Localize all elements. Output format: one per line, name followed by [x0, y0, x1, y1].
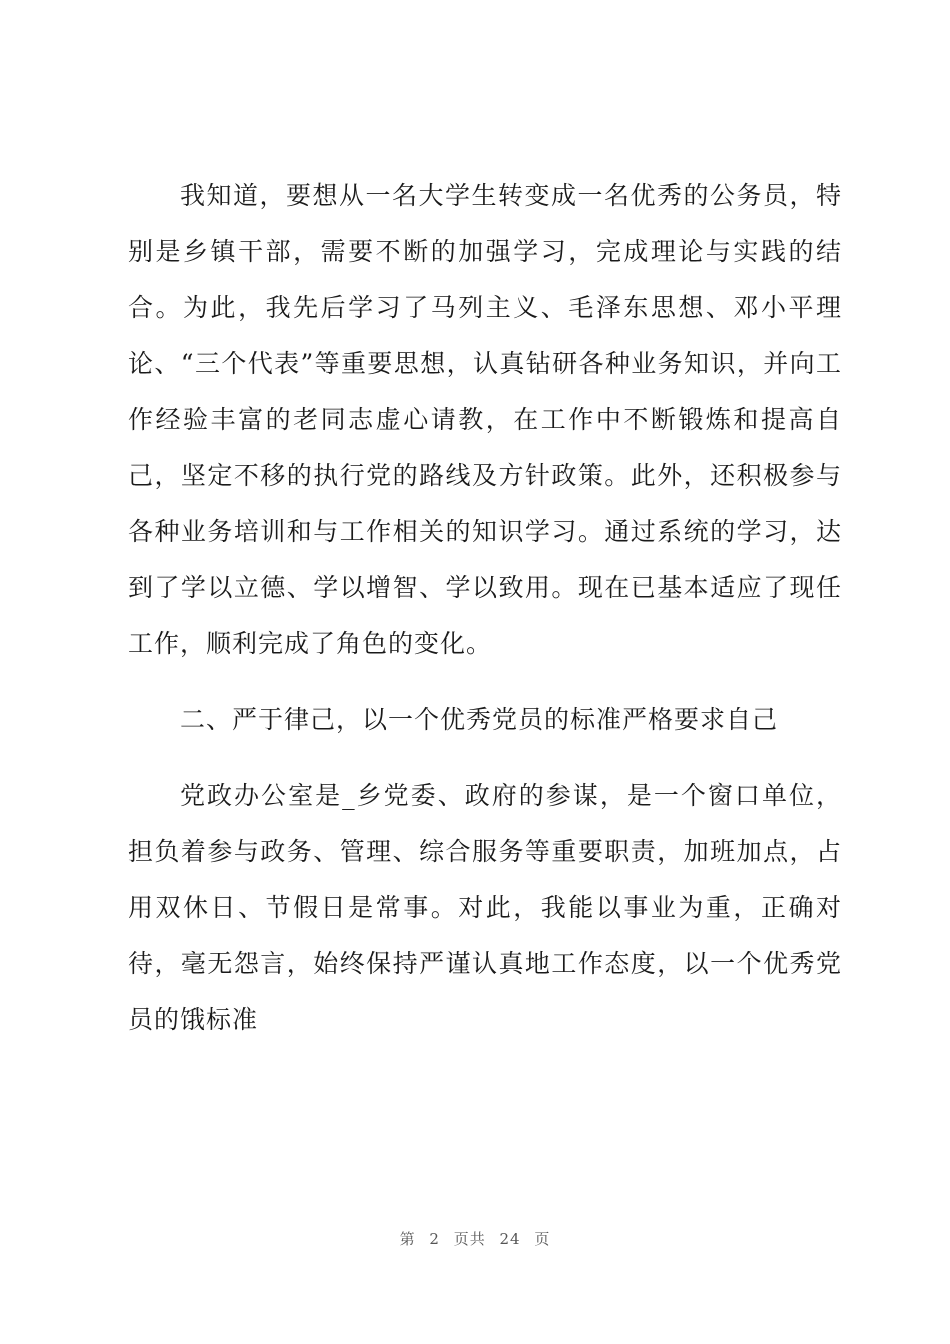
section-heading: 二、严于律己，以一个优秀党员的标准严格要求自己	[180, 705, 779, 734]
paragraph-gap	[128, 672, 842, 692]
paragraph-gap	[128, 748, 842, 768]
page-number-footer: 第 2 页共 24 页	[399, 1230, 551, 1248]
document-body	[128, 168, 842, 1048]
paragraph-study: 我知道，要想从一名大学生转变成一名优秀的公务员，特别是乡镇干部，需要不断的加强学习，完成理论与实践的结合。为此，我先后学习了马列主义、毛泽东思想、邓小平理论、“三个代表”等重要思想，认真钻研各种业务知识，并向工作经验丰富的老同志虚心请教，在工作中不断锻炼和提高自己，坚定不移的执行党的路线及方针政策。此外，还积极参与各种业务培训和与工作相关的知识学习。通过系统的学习，达到了学以立德、学以增智、学以致用。现在已基本适应了现任工作，顺利完成了角色的变化。	[128, 181, 842, 658]
paragraph-office: 党政办公室是_乡党委、政府的参谋，是一个窗口单位，担负着参与政务、管理、综合服务等重要职责，加班加点，占用双休日、节假日是常事。对此，我能以事业为重，正确对待，毫无怨言，始终保持严谨认真地工作态度，以一个优秀党员的饿标准	[128, 781, 842, 1034]
